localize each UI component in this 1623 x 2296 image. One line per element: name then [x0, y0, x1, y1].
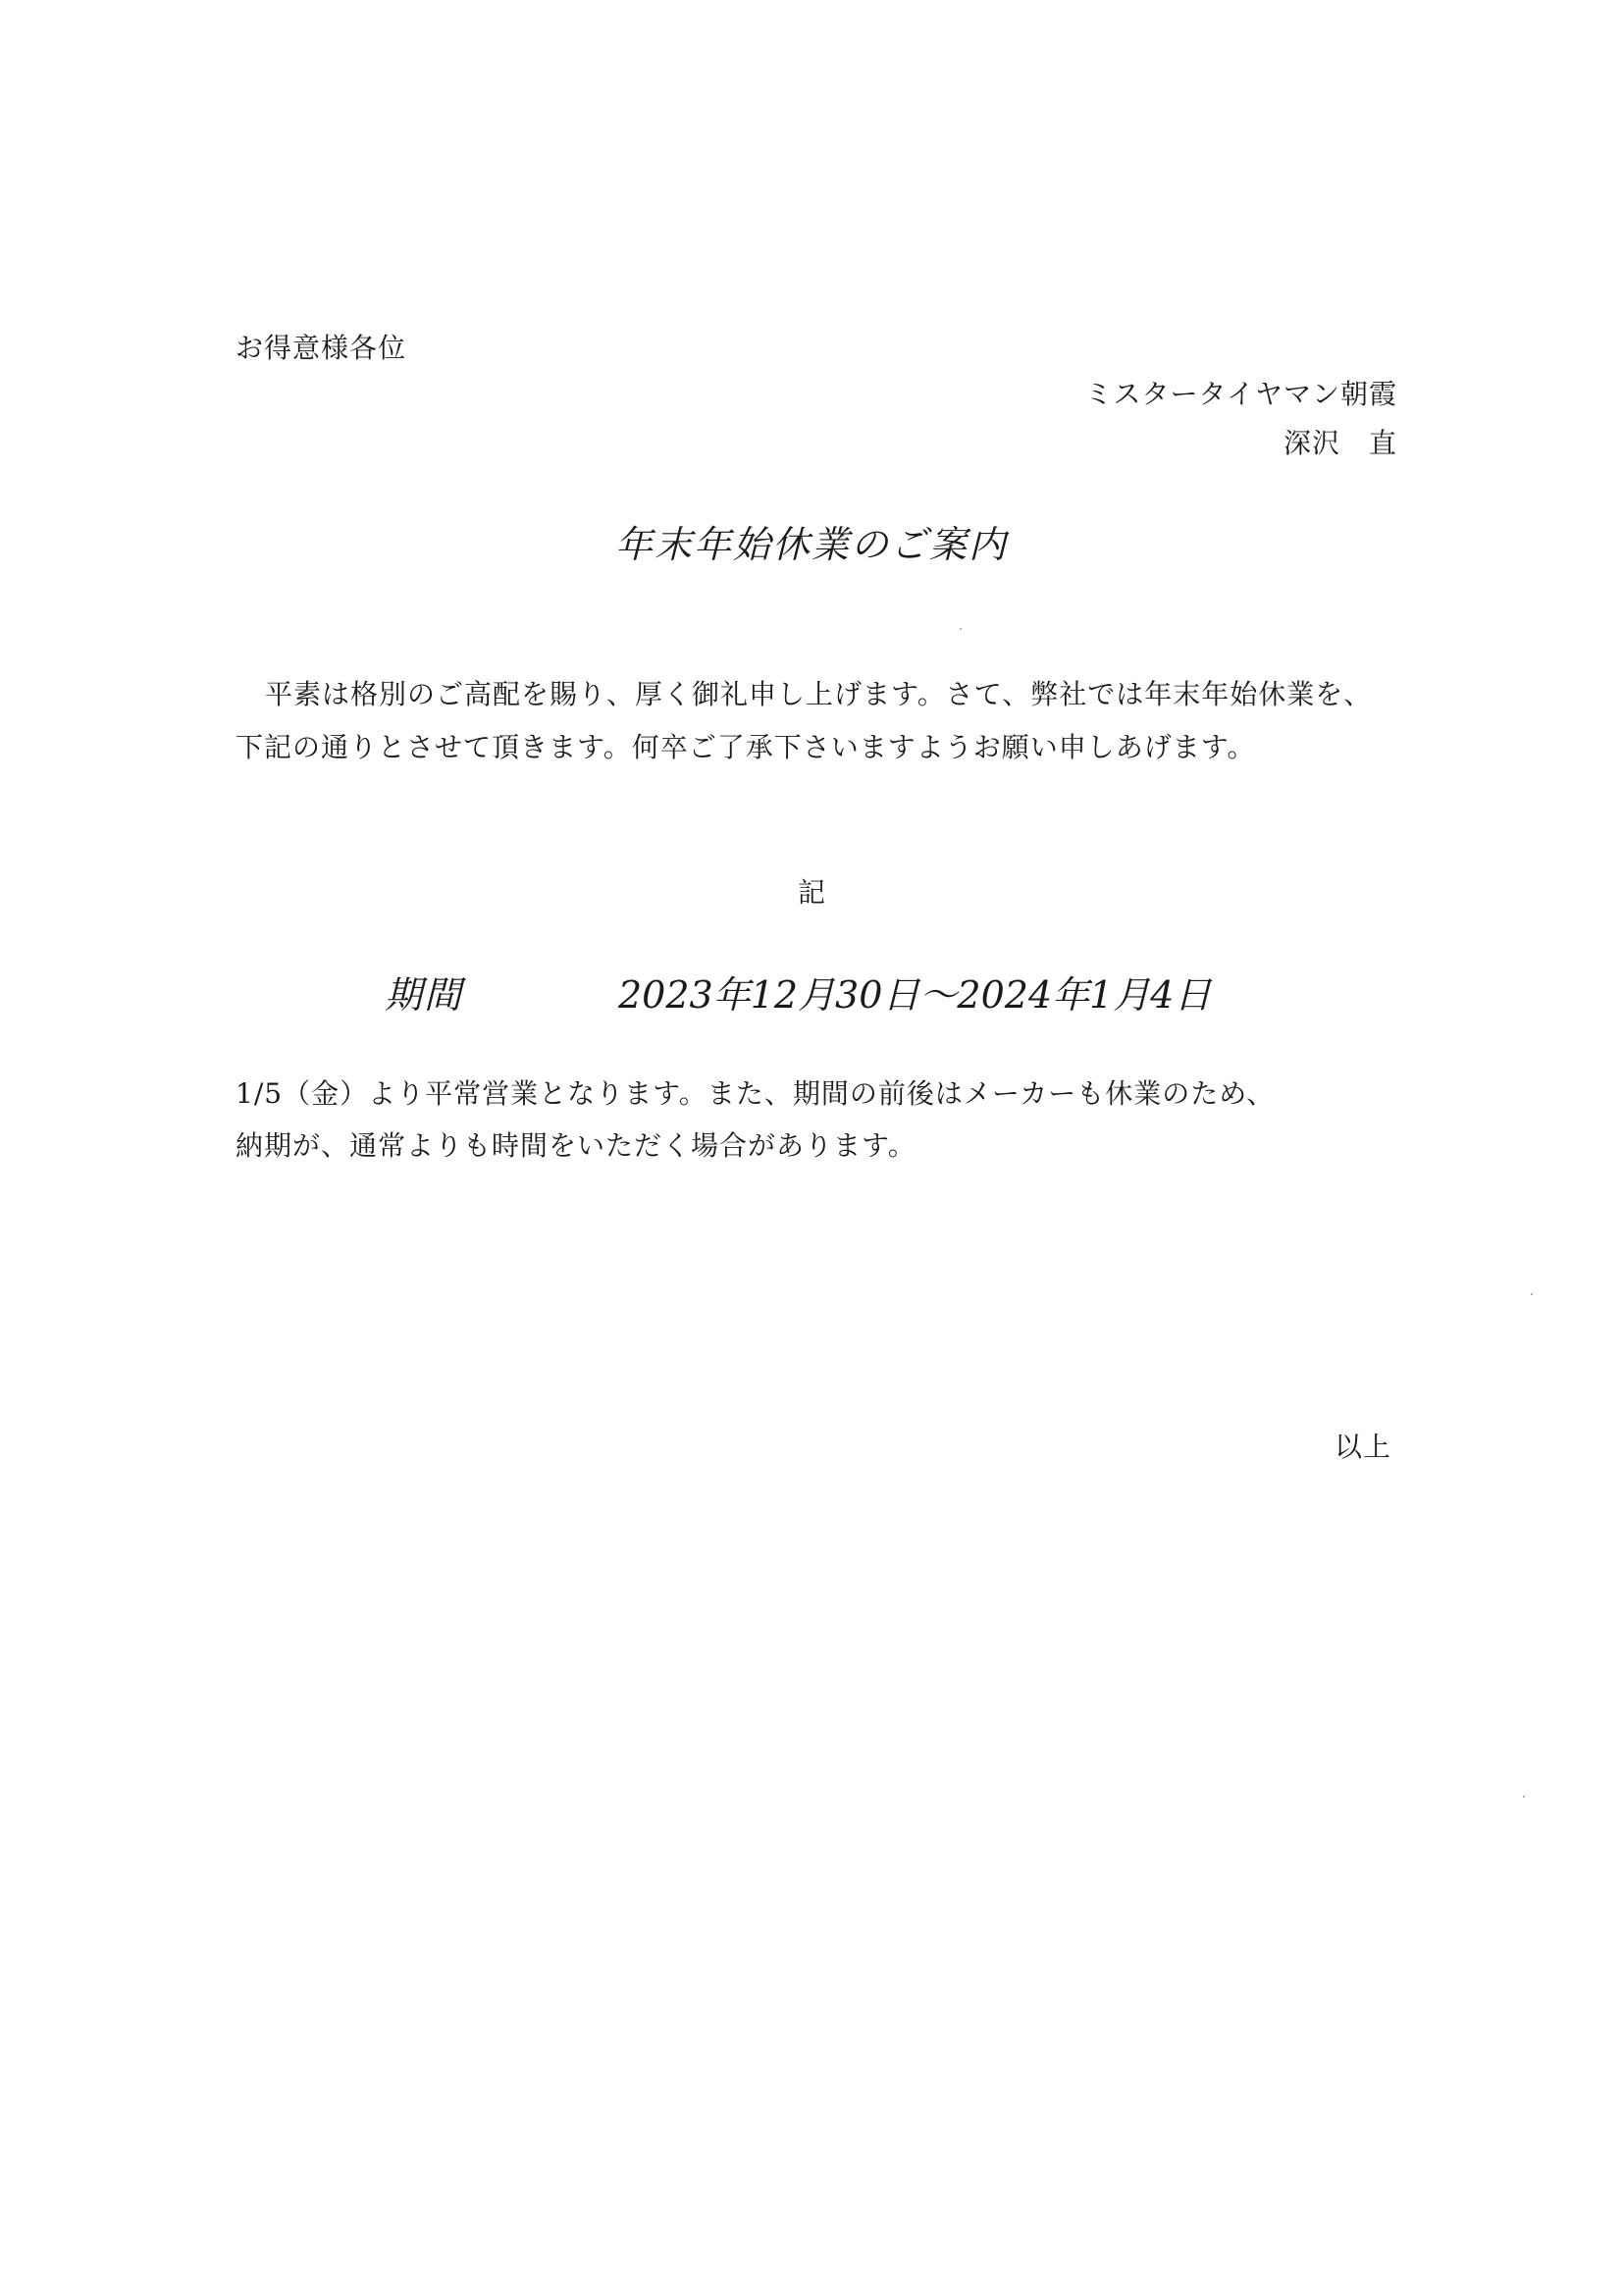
body-line-2: 下記の通りとさせて頂きます。何卒ご了承下さいますようお願い申しあげます。	[236, 731, 1256, 763]
closing-ijou: 以上	[1334, 1431, 1391, 1463]
body-line-1: 平素は格別のご高配を賜り、厚く御礼申し上げます。さて、弊社では年末年始休業を、	[265, 678, 1373, 710]
document-title: 年末年始休業のご案内	[614, 523, 1008, 566]
sender-company: ミスタータイヤマン朝霞	[1084, 378, 1397, 410]
note-line-1: 1/5（金）より平常営業となります。また、期間の前後はメーカーも休業のため、	[236, 1077, 1276, 1110]
period-value: 2023年12月30日～2024年1月4日	[618, 973, 1212, 1017]
scan-speck	[1523, 1796, 1525, 1798]
sender-name: 深沢 直	[1283, 427, 1397, 459]
scan-speck	[960, 628, 962, 630]
scan-speck	[1531, 1293, 1533, 1295]
ki-heading: 記	[797, 876, 825, 909]
addressee: お得意様各位	[236, 332, 407, 364]
period-label: 期間	[385, 973, 464, 1017]
note-line-2: 納期が、通常よりも時間をいただく場合があります。	[236, 1129, 916, 1162]
